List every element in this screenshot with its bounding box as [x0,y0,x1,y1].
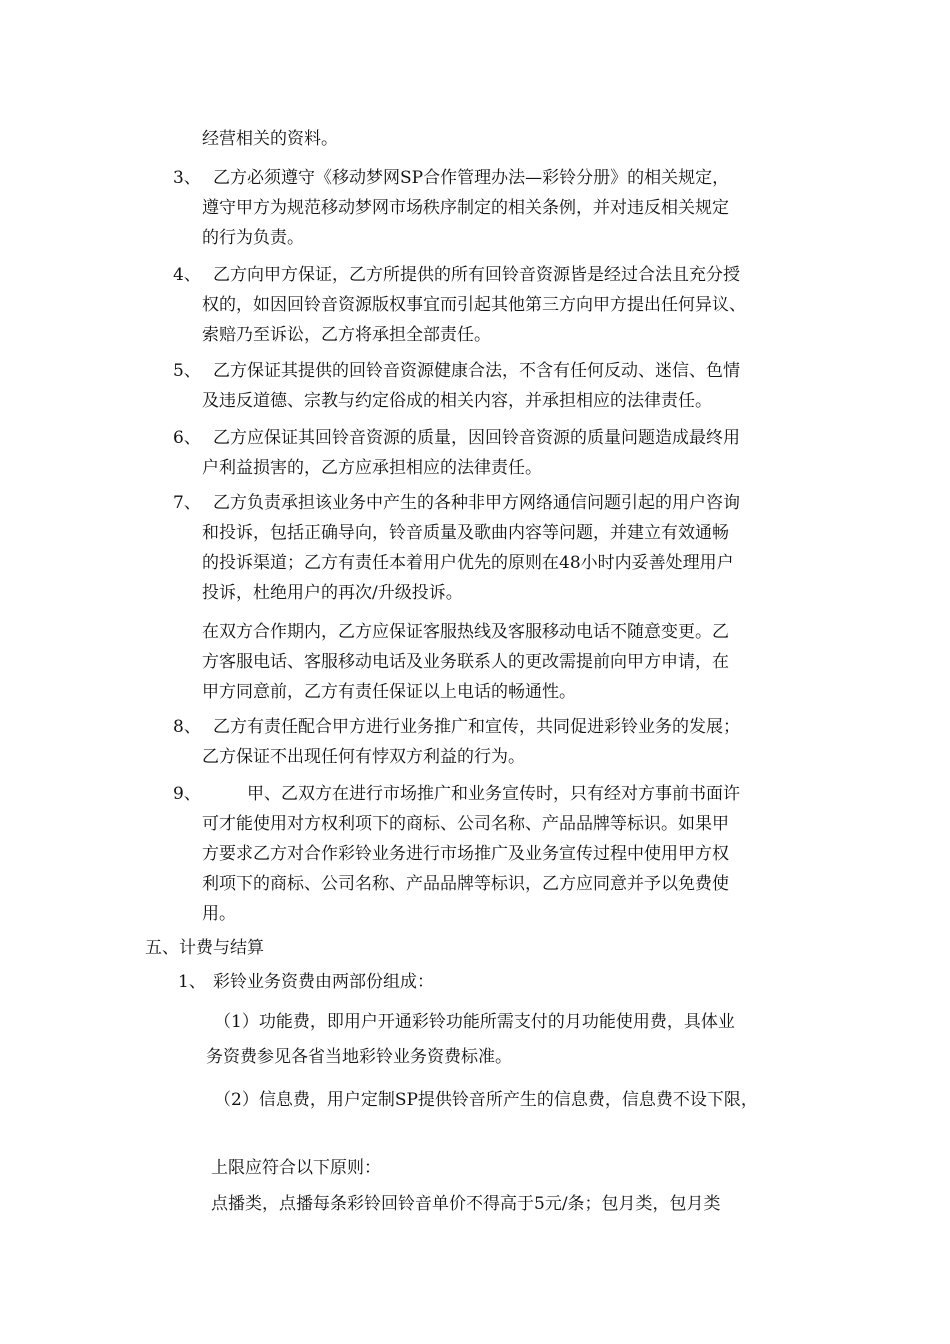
clause-line: 利项下的商标、公司名称、产品品牌等标识，乙方应同意并予以免费使 [202,874,729,894]
section-heading: 五、计费与结算 [145,938,264,958]
billing-line: （2）信息费，用户定制SP提供铃音所产生的信息费，信息费不设下限， [214,1090,758,1110]
clause-line: 甲方同意前，乙方有责任保证以上电话的畅通性。 [202,682,576,702]
billing-number: 1、 [178,972,206,992]
clause-line: 乙方保证其提供的回铃音资源健康合法，不含有任何反动、迷信、色情 [213,361,740,381]
continuation-line: 经营相关的资料。 [202,129,338,149]
billing-line: 上限应符合以下原则： [211,1158,381,1178]
clause-line: 在双方合作期内，乙方应保证客服热线及客服移动电话不随意变更。乙 [202,622,729,642]
clause-line: 的行为负责。 [202,228,304,248]
clause-line: 遵守甲方为规范移动梦网市场秩序制定的相关条例，并对违反相关规定 [202,198,729,218]
billing-line: 务资费参见各省当地彩铃业务资费标准。 [206,1047,512,1067]
clause-line: 户利益损害的，乙方应承担相应的法律责任。 [202,458,542,478]
clause-line: 乙方必须遵守《移动梦网SP合作管理办法—彩铃分册》的相关规定， [213,168,730,188]
clause-number: 9、 [173,784,201,804]
clause-line: 乙方保证不出现任何有悖双方利益的行为。 [202,747,525,767]
clause-line: 用。 [202,904,236,924]
clause-line: 可才能使用对方权利项下的商标、公司名称、产品品牌等标识。如果甲 [202,814,729,834]
clause-line: 乙方向甲方保证，乙方所提供的所有回铃音资源皆是经过合法且充分授 [213,265,740,285]
clause-number: 4、 [173,265,201,285]
clause-line: 和投诉，包括正确导向，铃音质量及歌曲内容等问题，并建立有效通畅 [202,523,729,543]
clause-number: 3、 [173,168,201,188]
clause-line: 乙方负责承担该业务中产生的各种非甲方网络通信问题引起的用户咨询 [213,493,740,513]
billing-line: 点播类，点播每条彩铃回铃音单价不得高于5元/条；包月类，包月类 [211,1194,721,1214]
clause-number: 7、 [173,493,201,513]
clause-line: 乙方应保证其回铃音资源的质量，因回铃音资源的质量问题造成最终用 [213,428,740,448]
clause-number: 8、 [173,717,201,737]
clause-line: 投诉，杜绝用户的再次/升级投诉。 [202,583,463,603]
clause-line: 方客服电话、客服移动电话及业务联系人的更改需提前向甲方申请，在 [202,652,729,672]
clause-line: 甲、乙双方在进行市场推广和业务宣传时，只有经对方事前书面许 [247,784,740,804]
billing-line: 彩铃业务资费由两部份组成： [213,972,434,992]
clause-number: 5、 [173,361,201,381]
clause-line: 乙方有责任配合甲方进行业务推广和宣传，共同促进彩铃业务的发展； [213,717,740,737]
clause-line: 的投诉渠道；乙方有责任本着用户优先的原则在48小时内妥善处理用户 [202,553,734,573]
clause-number: 6、 [173,428,201,448]
clause-line: 权的，如因回铃音资源版权事宜而引起其他第三方向甲方提出任何异议、 [202,295,746,315]
clause-line: 及违反道德、宗教与约定俗成的相关内容，并承担相应的法律责任。 [202,391,712,411]
clause-line: 方要求乙方对合作彩铃业务进行市场推广及业务宣传过程中使用甲方权 [202,844,729,864]
billing-line: （1）功能费，即用户开通彩铃功能所需支付的月功能使用费，具体业 [214,1012,735,1032]
clause-line: 索赔乃至诉讼，乙方将承担全部责任。 [202,325,491,345]
